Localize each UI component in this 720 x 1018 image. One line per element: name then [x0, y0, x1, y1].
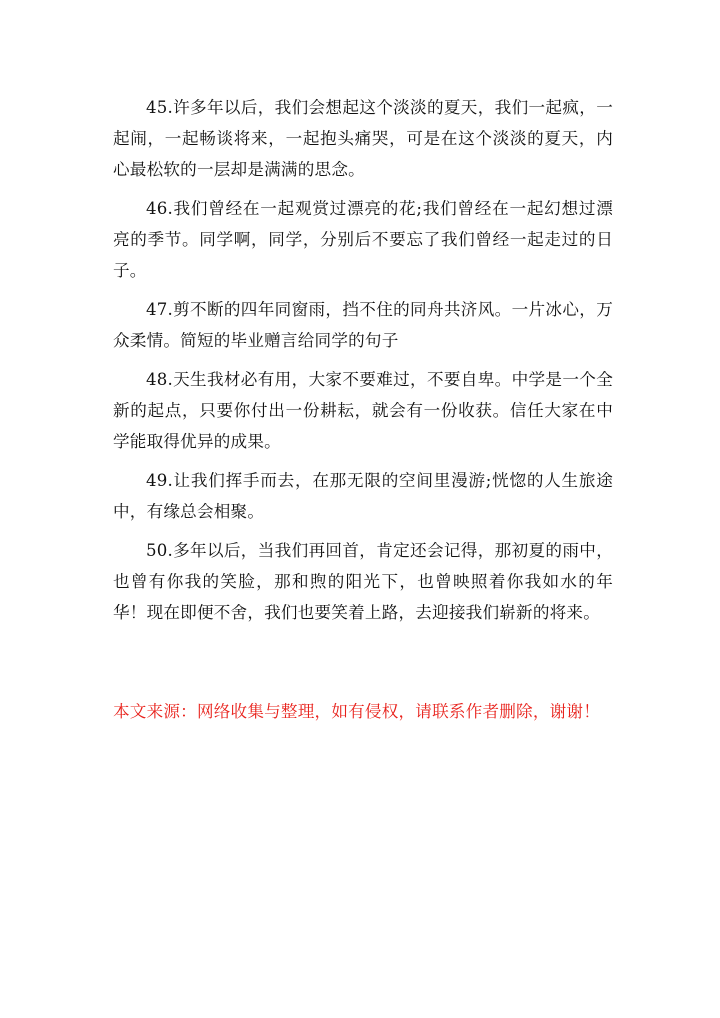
paragraph-48: 48.天生我材必有用，大家不要难过，不要自卑。中学是一个全新的起点，只要你付出一份耕耘，就会有一份收获。信任大家在中学能取得优异的成果。: [113, 370, 613, 451]
source-note: 本文来源：网络收集与整理，如有侵权，请联系作者删除，谢谢！: [113, 702, 601, 721]
paragraph-47: 47.剪不断的四年同窗雨，挡不住的同舟共济风。一片冰心，万众柔情。简短的毕业赠言给同学的句子: [113, 300, 613, 350]
paragraph-49: 49.让我们挥手而去，在那无限的空间里漫游;恍惚的人生旅途中，有缘总会相聚。: [113, 471, 613, 521]
paragraph-46: 46.我们曾经在一起观赏过漂亮的花;我们曾经在一起幻想过漂亮的季节。同学啊，同学，分别后不要忘了我们曾经一起走过的日子。: [113, 199, 613, 280]
paragraph-45: 45.许多年以后，我们会想起这个淡淡的夏天，我们一起疯，一起闹，一起畅谈将来，一起抱头痛哭，可是在这个淡淡的夏天，内心最松软的一层却是满满的思念。: [113, 98, 613, 179]
paragraph-50: 50.多年以后，当我们再回首，肯定还会记得，那初夏的雨中，也曾有你我的笑脸，那和煦的阳光下，也曾映照着你我如水的年华！现在即便不舍，我们也要笑着上路，去迎接我们崭新的将来。: [113, 541, 613, 622]
document-body: [113, 92, 613, 636]
